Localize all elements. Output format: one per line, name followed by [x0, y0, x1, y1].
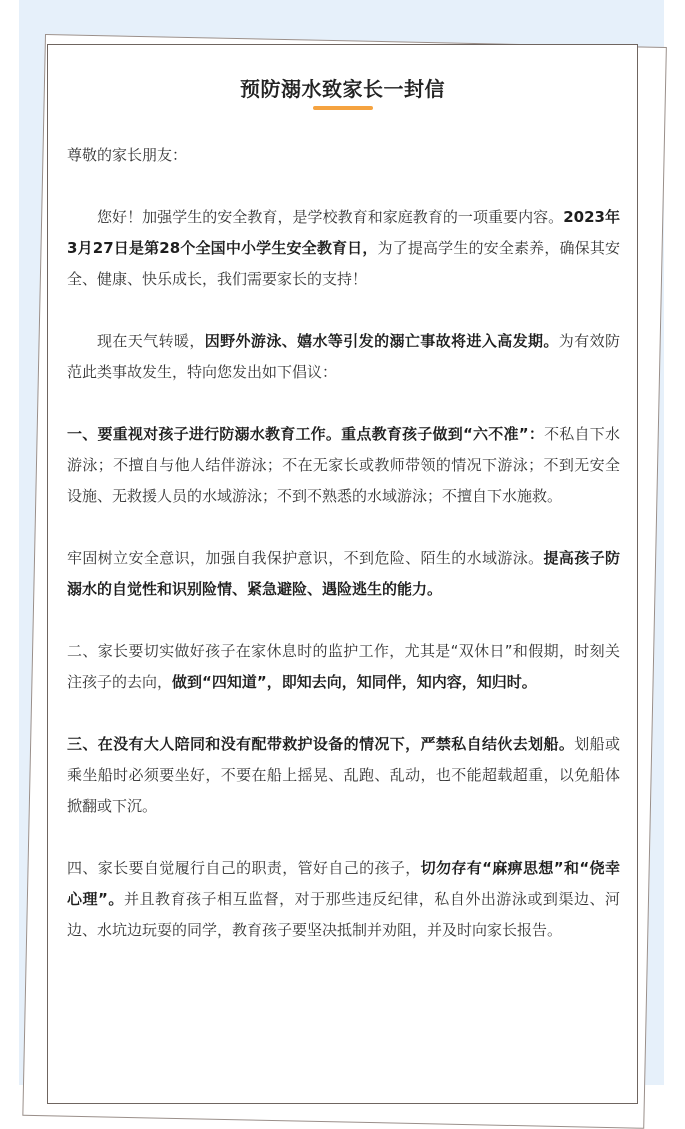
p1-text-c: 为了提高学生的安全素养，确保其安全、健康、快乐成长，我们需要家长的支持！	[67, 239, 620, 288]
paragraph-6	[67, 729, 620, 822]
p2-text-c: 为有效防范此类事故发生，特向您发出如下倡议：	[67, 332, 620, 381]
blank-line	[67, 822, 620, 853]
p7-text-c: 并且教育孩子相互监督，对于那些违反纪律，私自外出游泳或到渠边、河边、水坑边玩耍的同学，教育孩子要坚决抵制并劝阻，并及时向家长报告。	[67, 890, 620, 939]
p5-text-b: 做到“四知道”，即知去向，知同伴，知内容，知归时。	[172, 673, 537, 691]
p3-text-b: 不私自下水游泳；不擅自与他人结伴游泳；不在无家长或教师带领的情况下游泳；不到无安全设施、无救援人员的水域游泳；不到不熟悉的水域游泳；不擅自下水施救。	[67, 425, 620, 505]
paragraph-5	[67, 636, 620, 698]
paragraph-2	[67, 326, 620, 388]
paragraph-1	[67, 202, 620, 295]
p4-text-b: 提高孩子防溺水的自觉性和识别险情、紧急避险、遇险逃生的能力。	[67, 549, 620, 598]
title-underline	[313, 106, 373, 110]
p7-text-a: 四、家长要自觉履行自己的职责，管好自己的孩子，	[67, 859, 421, 877]
blank-line	[67, 512, 620, 543]
blank-line	[67, 698, 620, 729]
p1-text-a: 您好！加强学生的安全教育，是学校教育和家庭教育的一项重要内容。	[97, 208, 564, 226]
blank-line	[67, 295, 620, 326]
p1-text-b: 2023年3月27日是第28个全国中小学生安全教育日，	[67, 208, 620, 257]
p6-text-b: 划船或乘坐船时必须要坐好，不要在船上摇晃、乱跑、乱动，也不能超载超重，以免船体掀翻或下沉。	[67, 735, 620, 815]
p6-text-a: 三、在没有大人陪同和没有配带救护设备的情况下，严禁私自结伙去划船。	[67, 735, 575, 753]
paragraph-3	[67, 419, 620, 512]
greeting: 尊敬的家长朋友：	[67, 146, 188, 164]
p4-text-a: 牢固树立安全意识，加强自我保护意识，不到危险、陌生的水域游泳。	[67, 549, 544, 567]
blank-line	[67, 171, 620, 202]
p3-text-a: 一、要重视对孩子进行防溺水教育工作。重点教育孩子做到“六不准”：	[67, 425, 545, 443]
letter-body	[67, 140, 620, 946]
p7-text-b: 切勿存有“麻痹思想”和“侥幸心理”。	[67, 859, 620, 908]
blank-line	[67, 605, 620, 636]
p5-text-a: 二、家长要切实做好孩子在家休息时的监护工作，尤其是“双休日”和假期，时刻关注孩子的去向，	[67, 642, 620, 691]
paragraph-7	[67, 853, 620, 946]
paragraph-4	[67, 543, 620, 605]
blank-line	[67, 388, 620, 419]
letter-title: 预防溺水致家长一封信	[240, 77, 445, 101]
p2-text-b: 因野外游泳、嬉水等引发的溺亡事故将进入高发期。	[204, 332, 559, 350]
p2-text-a: 现在天气转暖，	[97, 332, 205, 350]
